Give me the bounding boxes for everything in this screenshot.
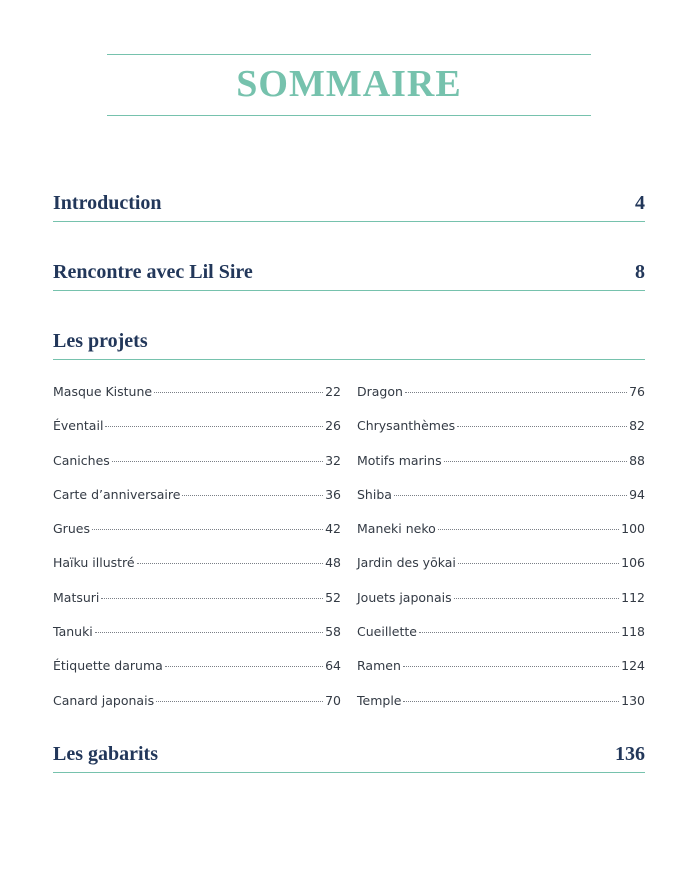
section-page-number: 8 xyxy=(635,261,645,283)
toc-entry-title: Ramen xyxy=(357,658,401,674)
toc-entry-title: Étiquette daruma xyxy=(53,658,163,674)
toc-entry-title: Cueillette xyxy=(357,624,417,640)
dot-leader xyxy=(403,701,619,702)
toc-entry-title: Haïku illustré xyxy=(53,555,135,571)
section-label: Introduction xyxy=(53,192,162,214)
dot-leader xyxy=(137,563,324,564)
toc-entry[interactable] xyxy=(53,658,341,692)
title-rule-top xyxy=(107,54,591,55)
title-rule-bottom xyxy=(107,115,591,116)
toc-entry-title: Dragon xyxy=(357,384,403,399)
dot-leader xyxy=(405,392,627,393)
toc-entry-page-number: 94 xyxy=(629,486,645,502)
toc-entry-page-number: 22 xyxy=(325,384,341,399)
section-page-number: 4 xyxy=(635,192,645,214)
toc-entry-page-number: 70 xyxy=(325,692,341,708)
section-label: Les projets xyxy=(53,330,148,352)
toc-section-projets xyxy=(53,325,645,360)
toc-entry[interactable] xyxy=(357,487,645,521)
toc-entry[interactable] xyxy=(357,521,645,555)
toc-entry-title: Matsuri xyxy=(53,589,100,605)
toc-entry-page-number: 76 xyxy=(629,384,645,399)
toc-entry-title: Caniches xyxy=(53,452,110,468)
toc-section-rencontre[interactable] xyxy=(53,256,645,291)
section-page-number: 136 xyxy=(615,743,645,765)
toc-entry-title: Masque Kistune xyxy=(53,384,153,399)
dot-leader xyxy=(454,598,620,599)
toc-entry-title: Éventail xyxy=(53,418,104,434)
toc-entry-page-number: 52 xyxy=(325,589,341,605)
dot-leader xyxy=(112,461,323,462)
toc-entry[interactable] xyxy=(357,624,645,658)
toc-entry-page-number: 48 xyxy=(325,555,341,571)
toc-entry-page-number: 88 xyxy=(629,452,645,468)
toc-entry[interactable] xyxy=(357,693,645,727)
toc-entry-page-number: 100 xyxy=(621,521,645,537)
toc-entry-page-number: 32 xyxy=(325,452,341,468)
dot-leader xyxy=(182,495,323,496)
toc-entry-title: Motifs marins xyxy=(357,452,442,468)
toc-entry-page-number: 82 xyxy=(629,418,645,434)
toc-entry-title: Carte d’anniversaire xyxy=(53,486,181,502)
toc-entry[interactable] xyxy=(357,590,645,624)
dot-leader xyxy=(419,632,619,633)
toc-entry-page-number: 64 xyxy=(325,658,341,674)
section-label: Les gabarits xyxy=(53,743,158,765)
toc-entry-page-number: 58 xyxy=(325,624,341,640)
toc-section-gabarits[interactable] xyxy=(53,738,645,773)
toc-section-introduction[interactable] xyxy=(53,187,645,222)
toc-entry[interactable] xyxy=(357,418,645,452)
toc-entry-title: Tanuki xyxy=(53,624,93,640)
toc-entry[interactable] xyxy=(53,487,341,521)
projects-column-right xyxy=(357,384,645,727)
dot-leader xyxy=(92,529,323,530)
toc-entry-title: Chrysanthèmes xyxy=(357,418,456,434)
dot-leader xyxy=(95,632,323,633)
dot-leader xyxy=(101,598,323,599)
toc-entry[interactable] xyxy=(53,453,341,487)
toc-entry[interactable] xyxy=(53,418,341,452)
toc-entry[interactable] xyxy=(53,624,341,658)
toc-entry-page-number: 118 xyxy=(621,624,645,640)
dot-leader xyxy=(156,701,323,702)
toc-entry-page-number: 130 xyxy=(621,692,645,708)
toc-entry-page-number: 106 xyxy=(621,555,645,571)
page-title: SOMMAIRE xyxy=(236,63,462,105)
section-label: Rencontre avec Lil Sire xyxy=(53,261,253,283)
dot-leader xyxy=(438,529,619,530)
toc-entry-page-number: 112 xyxy=(621,589,645,605)
toc-entry-title: Jouets japonais xyxy=(357,589,452,605)
toc-entry-page-number: 26 xyxy=(325,418,341,434)
toc-entry[interactable] xyxy=(53,384,341,418)
toc-entry[interactable] xyxy=(53,555,341,589)
toc-entry-title: Grues xyxy=(53,521,90,537)
projects-column-left xyxy=(53,384,341,727)
toc-entry[interactable] xyxy=(53,590,341,624)
toc-entry[interactable] xyxy=(357,658,645,692)
toc-entry[interactable] xyxy=(357,384,645,418)
dot-leader xyxy=(444,461,628,462)
dot-leader xyxy=(165,666,323,667)
toc-entry-page-number: 124 xyxy=(621,658,645,674)
toc-entry-title: Maneki neko xyxy=(357,521,436,537)
toc-entry[interactable] xyxy=(53,521,341,555)
toc-entry[interactable] xyxy=(357,453,645,487)
toc-entry-title: Temple xyxy=(357,692,402,708)
dot-leader xyxy=(458,563,619,564)
toc-entry-page-number: 42 xyxy=(325,521,341,537)
dot-leader xyxy=(154,392,323,393)
toc-entry-page-number: 36 xyxy=(325,486,341,502)
dot-leader xyxy=(105,426,323,427)
toc-entry-title: Canard japonais xyxy=(53,692,155,708)
toc-entry-title: Jardin des yōkai xyxy=(357,555,456,571)
dot-leader xyxy=(394,495,627,496)
toc-entry[interactable] xyxy=(53,693,341,727)
dot-leader xyxy=(457,426,627,427)
toc-entry[interactable] xyxy=(357,555,645,589)
dot-leader xyxy=(403,666,619,667)
toc-entry-title: Shiba xyxy=(357,486,392,502)
